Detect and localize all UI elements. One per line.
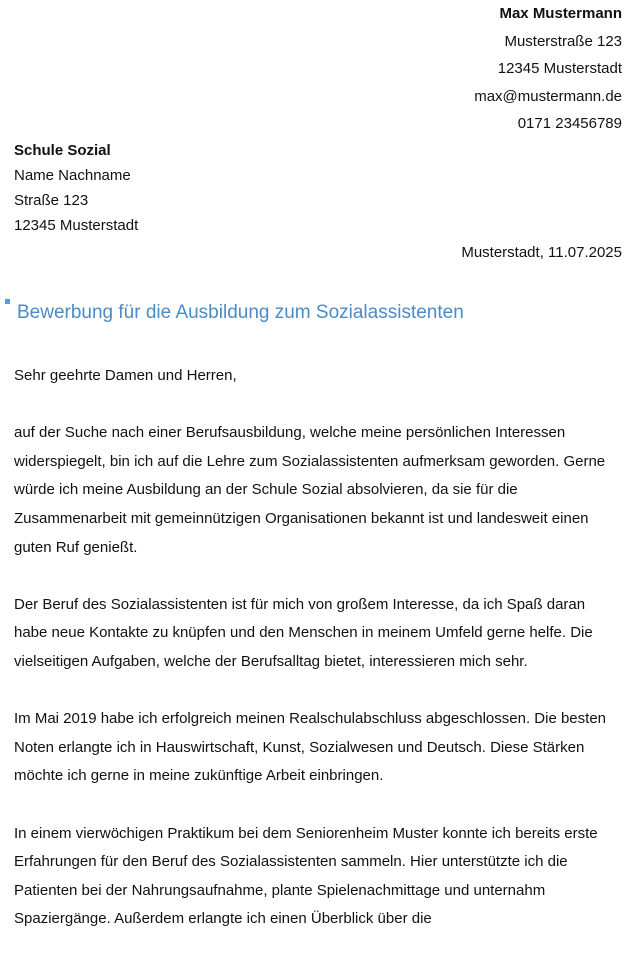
subject-heading: Bewerbung für die Ausbildung zum Sozialassistenten — [17, 302, 464, 323]
sender-phone: 0171 23456789 — [517, 115, 622, 132]
salutation: Sehr geehrte Damen und Herren, — [14, 367, 237, 384]
recipient-block — [14, 138, 138, 238]
body-paragraph: Der Beruf des Sozialassistenten ist für mich von großem Interesse, da ich Spaß daran habe neue Kontakte zu knüpfen und den Menschen in meinem Umfeld gerne helfe. Die vielseitigen Aufgaben, welche der Berufsalltag bietet, interessieren mich sehr. — [14, 595, 593, 670]
date-line: Musterstadt, 11.07.2025 — [461, 244, 622, 261]
body-paragraph: In einem vierwöchigen Praktikum bei dem Seniorenheim Muster konnte ich bereits erste Erfahrungen für den Beruf des Sozialassistenten sammeln. Hier unterstützte ich die Patienten bei der Nahrungsaufnahme, plante Spielenachmittage und unternahm Spaziergänge. Außerdem erlangte ich einen Überblick über die — [14, 824, 598, 928]
body-paragraph: Im Mai 2019 habe ich erfolgreich meinen Realschulabschluss abgeschlossen. Die besten Noten erlangte ich in Hauswirtschaft, Kunst, Sozialwesen und Deutsch. Diese Stärken möchte ich gerne in meine zukünftige Arbeit einbringen. — [14, 710, 607, 785]
sender-block — [474, 0, 622, 138]
sender-name: Max Mustermann — [499, 5, 622, 22]
sender-street: Musterstraße 123 — [504, 32, 622, 50]
letter-body — [14, 362, 620, 962]
recipient-street: Straße 123 — [14, 192, 89, 209]
heading-marker — [5, 299, 10, 304]
recipient-city: 12345 Musterstadt — [14, 217, 139, 234]
sender-email: max@mustermann.de — [474, 87, 622, 105]
body-paragraph: auf der Suche nach einer Berufsausbildung, welche meine persönlichen Interessen widerspiegelt, bin ich auf die Lehre zum Sozialassistenten aufmerksam geworden. Gerne würde ich meine Ausbildung an der Schule Sozial absolvieren, da sie für die Zusammenarbeit mit gemeinnützigen Organisationen bekannt ist und landesweit einen guten Ruf genießt. — [14, 424, 606, 556]
recipient-contact: Name Nachname — [14, 167, 131, 184]
sender-city: 12345 Musterstadt — [497, 60, 622, 77]
recipient-school: Schule Sozial — [14, 142, 111, 159]
